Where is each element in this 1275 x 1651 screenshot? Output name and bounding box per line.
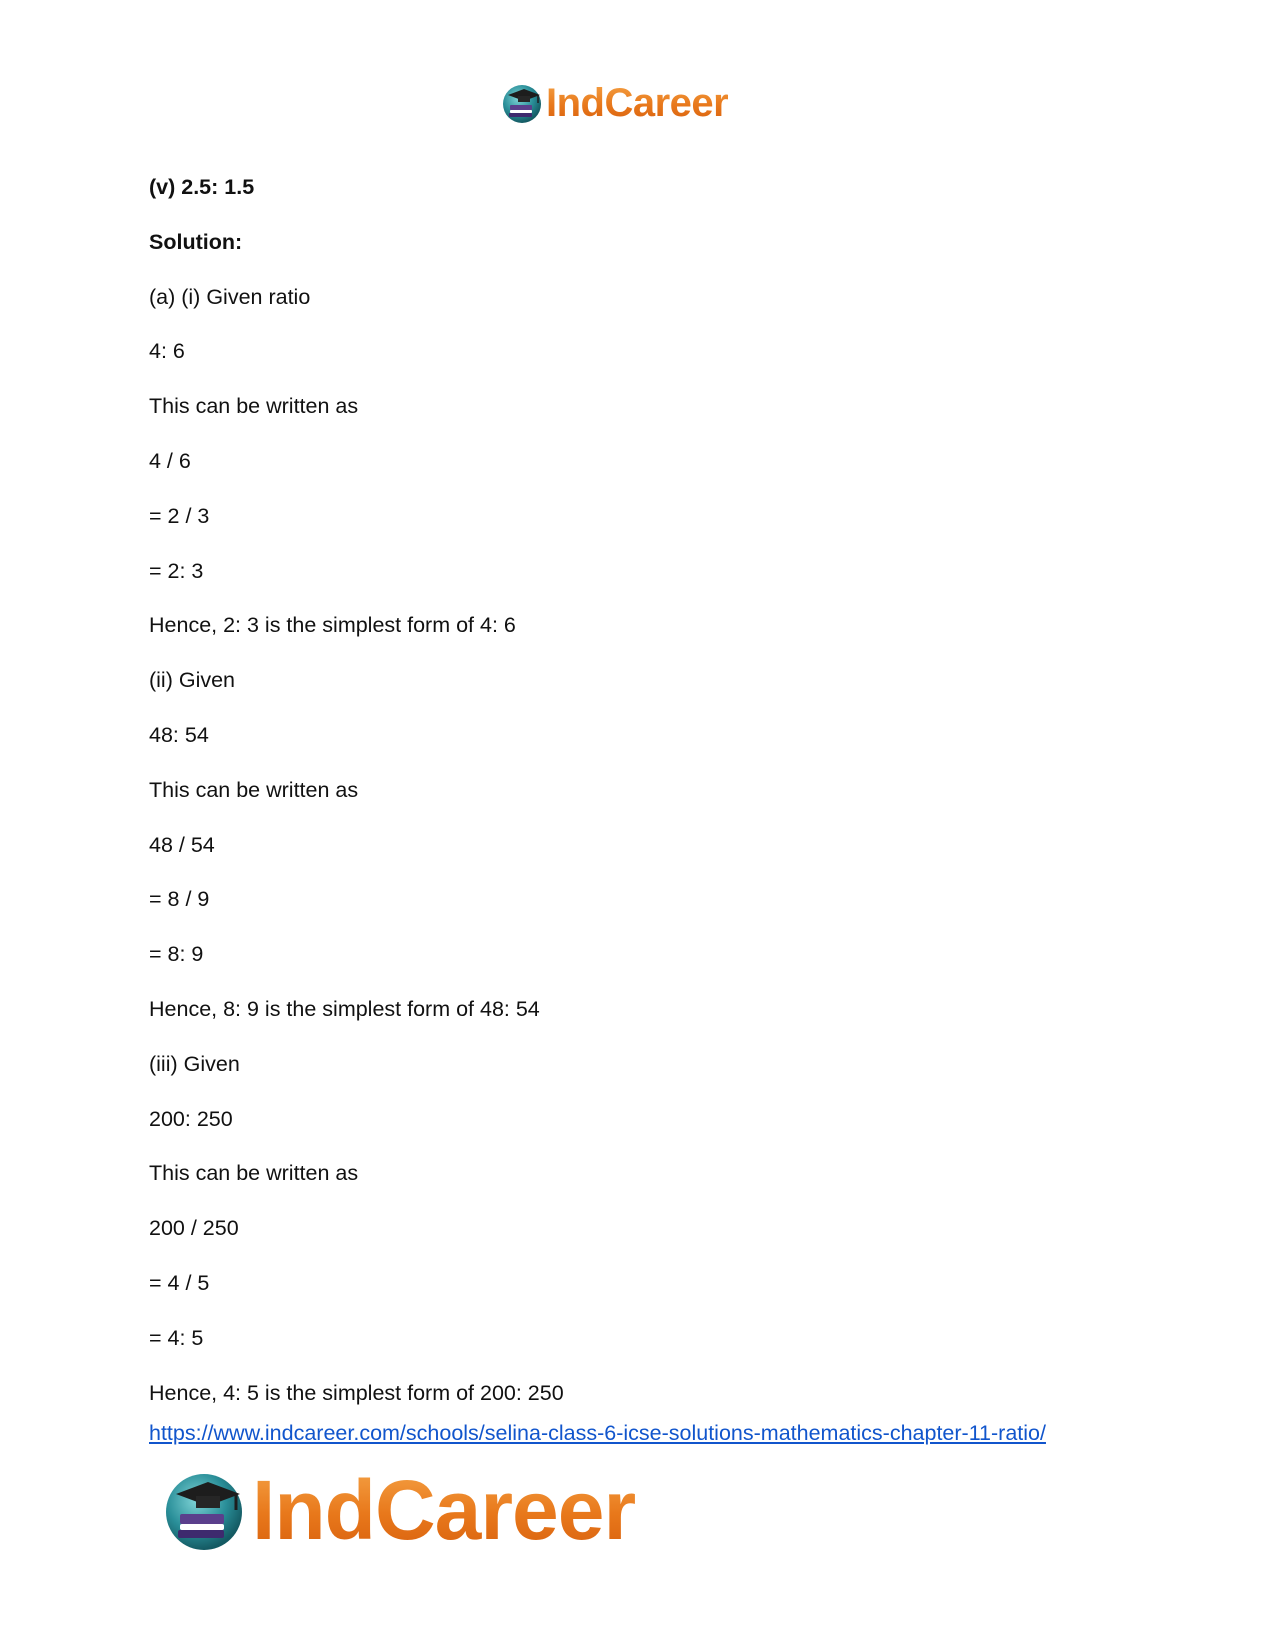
solution-heading: Solution: [149,229,243,254]
document-body [149,174,1149,1434]
question-label: (v) 2.5: 1.5 [149,175,255,199]
footer-logo-text: IndCareer [252,1463,636,1557]
text-line: This can be written as [149,394,359,419]
text-line: This can be written as [149,1161,359,1186]
text-line: = 2 / 3 [149,503,210,528]
text-line: 4 / 6 [149,448,191,473]
text-line: Hence, 8: 9 is the simplest form of 48: 54 [149,996,540,1021]
text-line: Hence, 2: 3 is the simplest form of 4: 6 [149,613,516,638]
text-line: = 8: 9 [149,942,204,967]
text-line: This can be written as [149,777,359,802]
text-line: (a) (i) Given ratio [149,284,311,309]
text-line: = 4 / 5 [149,1270,210,1295]
text-line: = 8 / 9 [149,887,210,912]
globe-book-icon [500,81,544,125]
text-line: = 2: 3 [149,558,204,583]
header-logo-text: IndCareer [546,81,729,125]
text-line: = 4: 5 [149,1325,204,1350]
text-line: 48 / 54 [149,832,215,857]
footer-logo [160,1464,635,1556]
text-line: 200 / 250 [149,1216,239,1241]
text-line: Hence, 4: 5 is the simplest form of 200: 250 [149,1380,564,1405]
text-line: (ii) Given [149,668,236,693]
header-logo [500,80,728,126]
text-line: 200: 250 [149,1106,233,1131]
text-line: 4: 6 [149,339,185,364]
globe-book-icon [160,1466,248,1554]
footer-source-link[interactable]: https://www.indcareer.com/schools/selina-class-6-icse-solutions-mathematics-chapter-11-ratio/ [149,1421,1046,1445]
text-line: (iii) Given [149,1051,240,1076]
text-line: 48: 54 [149,722,209,747]
